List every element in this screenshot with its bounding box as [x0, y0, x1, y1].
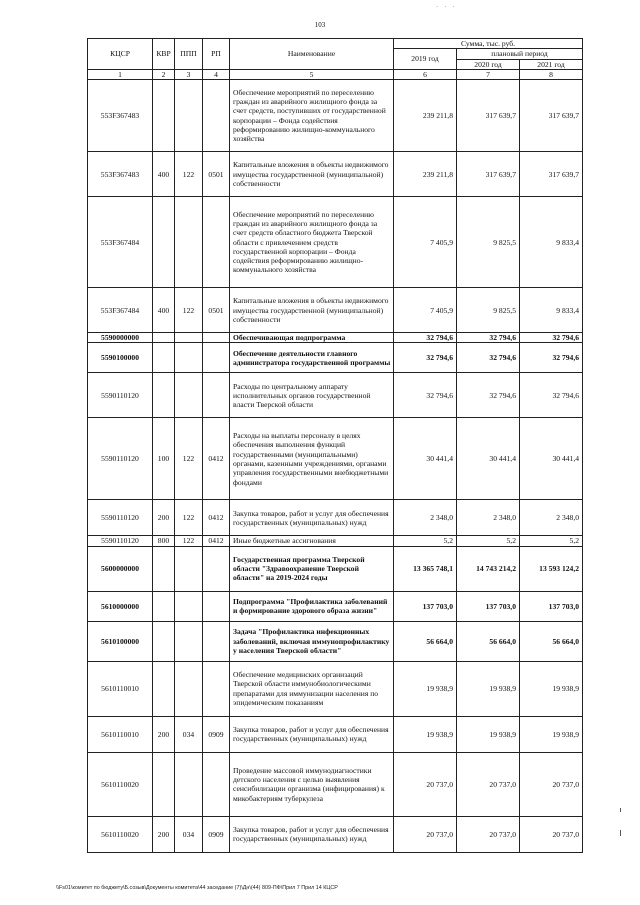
cell-2020: 20 737,0	[457, 752, 520, 816]
cell-2020: 5,2	[457, 536, 520, 546]
cell-name: Обеспечение деятельности главного администратора государственной программы	[230, 343, 394, 373]
table-row	[88, 546, 583, 591]
cell-2019: 19 938,9	[394, 661, 457, 716]
cell-2020: 32 794,6	[457, 373, 520, 418]
col-number: 4	[203, 69, 230, 79]
cell-2021: 317 639,7	[520, 80, 583, 152]
table-row	[88, 536, 583, 546]
header-year-2020: 2020 год	[457, 59, 520, 69]
cell-name: Государственная программа Тверской области "Здравоохранение Тверской области" на 2019-2024 годы	[230, 546, 394, 591]
cell-2021: 32 794,6	[520, 373, 583, 418]
cell-rp: 0501	[203, 288, 230, 333]
col-number: 2	[153, 69, 175, 79]
cell-rp: 0412	[203, 418, 230, 500]
cell-kcsr: 553F367483	[88, 80, 153, 152]
table-row	[88, 591, 583, 621]
cell-kcsr: 5610000000	[88, 591, 153, 621]
cell-ppp: 122	[175, 536, 203, 546]
cell-kcsr: 5610110020	[88, 816, 153, 852]
header-year-2019: 2019 год	[394, 49, 457, 70]
cell-2021: 19 938,9	[520, 661, 583, 716]
cell-kcsr: 5590110120	[88, 536, 153, 546]
cell-rp	[203, 661, 230, 716]
cell-2021: 2 348,0	[520, 500, 583, 536]
cell-kcsr: 5610110020	[88, 752, 153, 816]
cell-ppp	[175, 591, 203, 621]
cell-2020: 2 348,0	[457, 500, 520, 536]
cell-kvr	[153, 333, 175, 343]
cell-name: Закупка товаров, работ и услуг для обеспечения государственных (муниципальных) нужд	[230, 816, 394, 852]
table-row	[88, 661, 583, 716]
cell-2020: 9 825,5	[457, 197, 520, 288]
cell-2019: 13 365 748,1	[394, 546, 457, 591]
header-kcsr: КЦСР	[88, 39, 153, 70]
table-body	[88, 80, 583, 853]
table-row	[88, 716, 583, 752]
cell-rp: 0909	[203, 716, 230, 752]
cell-ppp	[175, 621, 203, 661]
cell-2021: 19 938,9	[520, 716, 583, 752]
cell-ppp	[175, 752, 203, 816]
cell-ppp: 034	[175, 716, 203, 752]
top-dots: · · ·	[436, 3, 457, 11]
page-number: 103	[314, 21, 326, 29]
cell-rp	[203, 546, 230, 591]
header-planned-period: плановый период	[457, 49, 583, 59]
cell-ppp: 122	[175, 152, 203, 197]
cell-kcsr: 553F367483	[88, 152, 153, 197]
cell-kvr	[153, 343, 175, 373]
cell-kcsr: 553F367484	[88, 197, 153, 288]
table-row	[88, 152, 583, 197]
cell-rp	[203, 591, 230, 621]
cell-rp: 0412	[203, 536, 230, 546]
cell-name: Проведение массовой иммунодиагностики детского населения с целью выявления сенсибилизации организма (инфицирования) к микобактериям туберкулеза	[230, 752, 394, 816]
cell-name: Обеспечивающая подпрограмма	[230, 333, 394, 343]
table-row	[88, 816, 583, 852]
cell-2020: 32 794,6	[457, 343, 520, 373]
cell-kcsr: 5610100000	[88, 621, 153, 661]
cell-2019: 5,2	[394, 536, 457, 546]
cell-2021: 9 833,4	[520, 197, 583, 288]
col-number: 7	[457, 69, 520, 79]
cell-ppp	[175, 343, 203, 373]
cell-2020: 20 737,0	[457, 816, 520, 852]
table-row	[88, 288, 583, 333]
cell-rp: 0412	[203, 500, 230, 536]
header-name: Наименование	[230, 39, 394, 70]
cell-2019: 20 737,0	[394, 816, 457, 852]
cell-kcsr: 553F367484	[88, 288, 153, 333]
table-row	[88, 333, 583, 343]
cell-2020: 19 938,9	[457, 661, 520, 716]
cell-kvr: 800	[153, 536, 175, 546]
cell-kvr: 400	[153, 288, 175, 333]
cell-name: Подпрограмма "Профилактика заболеваний и формирование здорового образа жизни"	[230, 591, 394, 621]
cell-2019: 19 938,9	[394, 716, 457, 752]
cell-2019: 239 211,8	[394, 152, 457, 197]
table-row	[88, 80, 583, 152]
cell-2020: 9 825,5	[457, 288, 520, 333]
cell-kcsr: 5610110010	[88, 661, 153, 716]
cell-2019: 32 794,6	[394, 333, 457, 343]
cell-2019: 32 794,6	[394, 343, 457, 373]
cell-2020: 317 639,7	[457, 80, 520, 152]
table-row	[88, 418, 583, 500]
cell-kvr: 400	[153, 152, 175, 197]
cell-2019: 2 348,0	[394, 500, 457, 536]
cell-ppp	[175, 333, 203, 343]
cell-2021: 20 737,0	[520, 752, 583, 816]
header-sum: Сумма, тыс. руб.	[394, 39, 583, 49]
cell-kvr: 100	[153, 418, 175, 500]
table-row	[88, 343, 583, 373]
col-number: 3	[175, 69, 203, 79]
cell-name: Обеспечение мероприятий по переселению граждан из аварийного жилищного фонда за счет средств областного бюджета Тверской области с привлечением средств государственной корпорации – Фонда содействия реформированию жилищно-коммунального хозяйства	[230, 197, 394, 288]
cell-kcsr: 5590110120	[88, 373, 153, 418]
cell-name: Расходы по центральному аппарату исполнительных органов государственной власти Тверской области	[230, 373, 394, 418]
cell-2021: 13 593 124,2	[520, 546, 583, 591]
budget-table	[87, 38, 583, 853]
table-row	[88, 197, 583, 288]
cell-rp	[203, 80, 230, 152]
cell-name: Расходы на выплаты персоналу в целях обеспечения выполнения функций государственными (муниципальными) органами, казенными учреждениями, органами управления государственными внебюджетными фондами	[230, 418, 394, 500]
cell-name: Иные бюджетные ассигнования	[230, 536, 394, 546]
cell-name: Закупка товаров, работ и услуг для обеспечения государственных (муниципальных) нужд	[230, 716, 394, 752]
table-row	[88, 500, 583, 536]
cell-rp	[203, 373, 230, 418]
cell-name: Закупка товаров, работ и услуг для обеспечения государственных (муниципальных) нужд	[230, 500, 394, 536]
cell-2019: 239 211,8	[394, 80, 457, 152]
cell-name: Капитальные вложения в объекты недвижимого имущества государственной (муниципальной) собственности	[230, 152, 394, 197]
cell-kvr: 200	[153, 716, 175, 752]
cell-ppp	[175, 80, 203, 152]
cell-kvr	[153, 661, 175, 716]
cell-rp	[203, 343, 230, 373]
cell-ppp: 122	[175, 500, 203, 536]
cell-kvr: 200	[153, 500, 175, 536]
cell-name: Капитальные вложения в объекты недвижимого имущества государственной (муниципальной) собственности	[230, 288, 394, 333]
cell-2020: 30 441,4	[457, 418, 520, 500]
cell-2021: 32 794,6	[520, 333, 583, 343]
cell-ppp: 122	[175, 418, 203, 500]
cell-kvr	[153, 373, 175, 418]
margin-mark	[620, 830, 621, 836]
cell-kvr	[153, 591, 175, 621]
cell-ppp	[175, 661, 203, 716]
cell-kcsr: 5590000000	[88, 333, 153, 343]
cell-2020: 19 938,9	[457, 716, 520, 752]
cell-2019: 30 441,4	[394, 418, 457, 500]
cell-2021: 9 833,4	[520, 288, 583, 333]
cell-ppp	[175, 546, 203, 591]
footer-file-path: \\Fs01\комитет по бюджету\Б.созыв\Документы комитета\44 заседание (7)\Дн\(44) 809-ПФ\Прил 7 Прил 14 КЦСР	[56, 885, 338, 891]
header-kvr: КВР	[153, 39, 175, 70]
cell-rp: 0909	[203, 816, 230, 852]
cell-2021: 317 639,7	[520, 152, 583, 197]
col-number: 1	[88, 69, 153, 79]
cell-2019: 56 664,0	[394, 621, 457, 661]
cell-2021: 32 794,6	[520, 343, 583, 373]
cell-2019: 137 703,0	[394, 591, 457, 621]
cell-2020: 14 743 214,2	[457, 546, 520, 591]
cell-2021: 137 703,0	[520, 591, 583, 621]
cell-rp	[203, 333, 230, 343]
cell-kcsr: 5600000000	[88, 546, 153, 591]
cell-kvr	[153, 752, 175, 816]
cell-rp: 0501	[203, 152, 230, 197]
cell-rp	[203, 752, 230, 816]
cell-kvr	[153, 80, 175, 152]
cell-2021: 30 441,4	[520, 418, 583, 500]
margin-mark	[620, 808, 621, 812]
cell-kcsr: 5590110120	[88, 500, 153, 536]
cell-2020: 32 794,6	[457, 333, 520, 343]
cell-kvr	[153, 197, 175, 288]
col-number: 8	[520, 69, 583, 79]
cell-2019: 7 405,9	[394, 197, 457, 288]
cell-2021: 56 664,0	[520, 621, 583, 661]
cell-2019: 7 405,9	[394, 288, 457, 333]
cell-rp	[203, 621, 230, 661]
col-number: 6	[394, 69, 457, 79]
table-row	[88, 373, 583, 418]
cell-kvr: 200	[153, 816, 175, 852]
cell-name: Задача "Профилактика инфекционных заболеваний, включая иммунопрофилактику у населения Тверской области"	[230, 621, 394, 661]
cell-ppp	[175, 373, 203, 418]
cell-kcsr: 5590100000	[88, 343, 153, 373]
cell-kvr	[153, 621, 175, 661]
header-rp: РП	[203, 39, 230, 70]
cell-ppp	[175, 197, 203, 288]
cell-rp	[203, 197, 230, 288]
cell-kcsr: 5610110010	[88, 716, 153, 752]
cell-ppp: 034	[175, 816, 203, 852]
cell-ppp: 122	[175, 288, 203, 333]
cell-kvr	[153, 546, 175, 591]
cell-2020: 56 664,0	[457, 621, 520, 661]
table-row	[88, 621, 583, 661]
cell-2019: 32 794,6	[394, 373, 457, 418]
cell-2020: 317 639,7	[457, 152, 520, 197]
cell-2019: 20 737,0	[394, 752, 457, 816]
cell-kcsr: 5590110120	[88, 418, 153, 500]
cell-2020: 137 703,0	[457, 591, 520, 621]
header-year-2021: 2021 год	[520, 59, 583, 69]
col-number: 5	[230, 69, 394, 79]
table-row	[88, 752, 583, 816]
cell-name: Обеспечение мероприятий по переселению граждан из аварийного жилищного фонда за счет средств, поступивших от государственной корпорации – Фонда содействия реформированию жилищно-коммунального хозяйства	[230, 80, 394, 152]
cell-name: Обеспечение медицинских организаций Тверской области иммунобиологическими препаратами для иммунизации населения по эпидемическим показаниям	[230, 661, 394, 716]
cell-2021: 20 737,0	[520, 816, 583, 852]
header-ppp: ППП	[175, 39, 203, 70]
cell-2021: 5,2	[520, 536, 583, 546]
